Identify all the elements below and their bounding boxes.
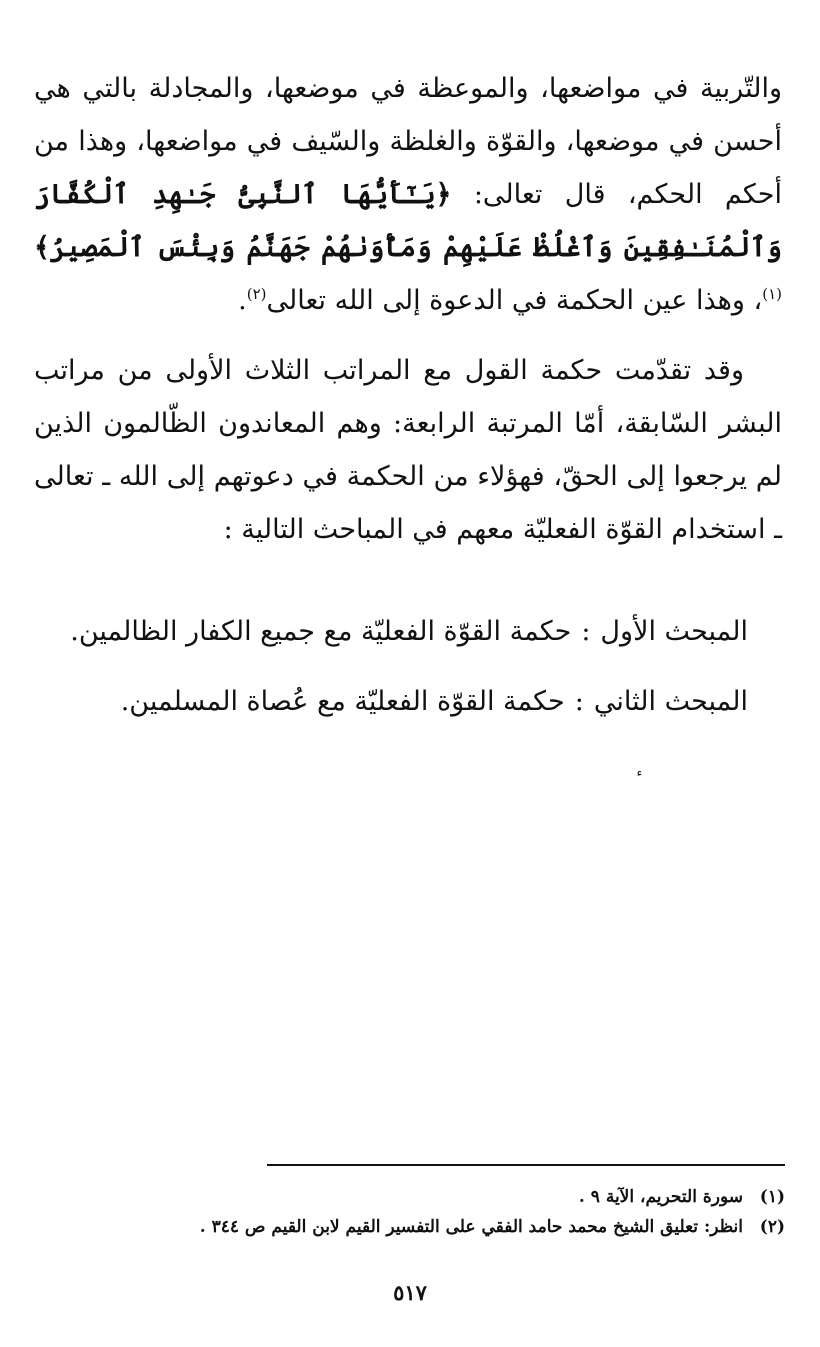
footnote-divider (267, 1164, 785, 1166)
footnote-text: انظر: تعليق الشيخ محمد حامد الفقي على التفسير القيم لابن القيم ص ٣٤٤ . (199, 1217, 743, 1237)
sections-list (48, 612, 748, 752)
paragraph-1-opening: والتّربية في مواضعها، والموعظة في موضعها، والمجادلة بالتي هي أحسن في موضعها، والقوّة والغلظة والسّيف في مواضعها، وهذا من أحكم الحكم، قال تعالى: (34, 73, 782, 210)
section-separator: : (581, 616, 591, 647)
section-separator: : (574, 686, 584, 717)
page-number: ٥١٧ (393, 1280, 427, 1305)
quran-verse: ﴿يَـٰٓأَيُّهَا ٱلنَّبِىُّ جَـٰهِدِ ٱلْكُفَّارَ وَٱلْمُنَـٰفِقِينَ وَٱغْلُظْ عَلَيْهِمْ وَمَأْوَىٰهُمْ جَهَنَّمُ وَبِئْسَ ٱلْمَصِيرُ﴾ (34, 179, 782, 263)
footnote-2 (45, 1212, 785, 1242)
section-label: المبحث الثاني (593, 686, 748, 717)
paragraph-2: وقد تقدّمت حكمة القول مع المراتب الثلاث الأولى من مراتب البشر السّابقة، أمّا المرتبة الرابعة: وهم المعاندون الظّالمون الذين لم يرجعوا إلى الحقّ، فهؤلاء من الحكمة في دعوتهم إلى الله ـ تعالى ـ استخدام القوّة الفعليّة معهم في المباحث التالية : (34, 355, 782, 545)
footnote-text: سورة التحريم، الآية ٩ . (578, 1187, 743, 1207)
footnote-1 (45, 1182, 785, 1212)
footnote-number: (١) (759, 1187, 785, 1207)
section-title: حكمة القوّة الفعليّة مع جميع الكفار الظالمين. (70, 616, 572, 647)
main-text (34, 62, 782, 556)
section-item-second (48, 682, 748, 722)
footnote-ref-2[interactable]: (٢) (246, 285, 267, 303)
section-label: المبحث الأول (600, 616, 748, 647)
footnotes (45, 1182, 785, 1242)
section-title: حكمة القوّة الفعليّة مع عُصاة المسلمين. (120, 686, 565, 717)
section-item-first (48, 612, 748, 652)
paragraph-1 (34, 62, 782, 327)
footnote-ref-1[interactable]: (١) (762, 285, 782, 303)
paragraph-1-middle: ، وهذا عين الحكمة في الدعوة إلى الله تعالى (266, 285, 763, 316)
paragraph-1-end: . (238, 285, 247, 316)
footnote-number: (٢) (759, 1217, 785, 1237)
